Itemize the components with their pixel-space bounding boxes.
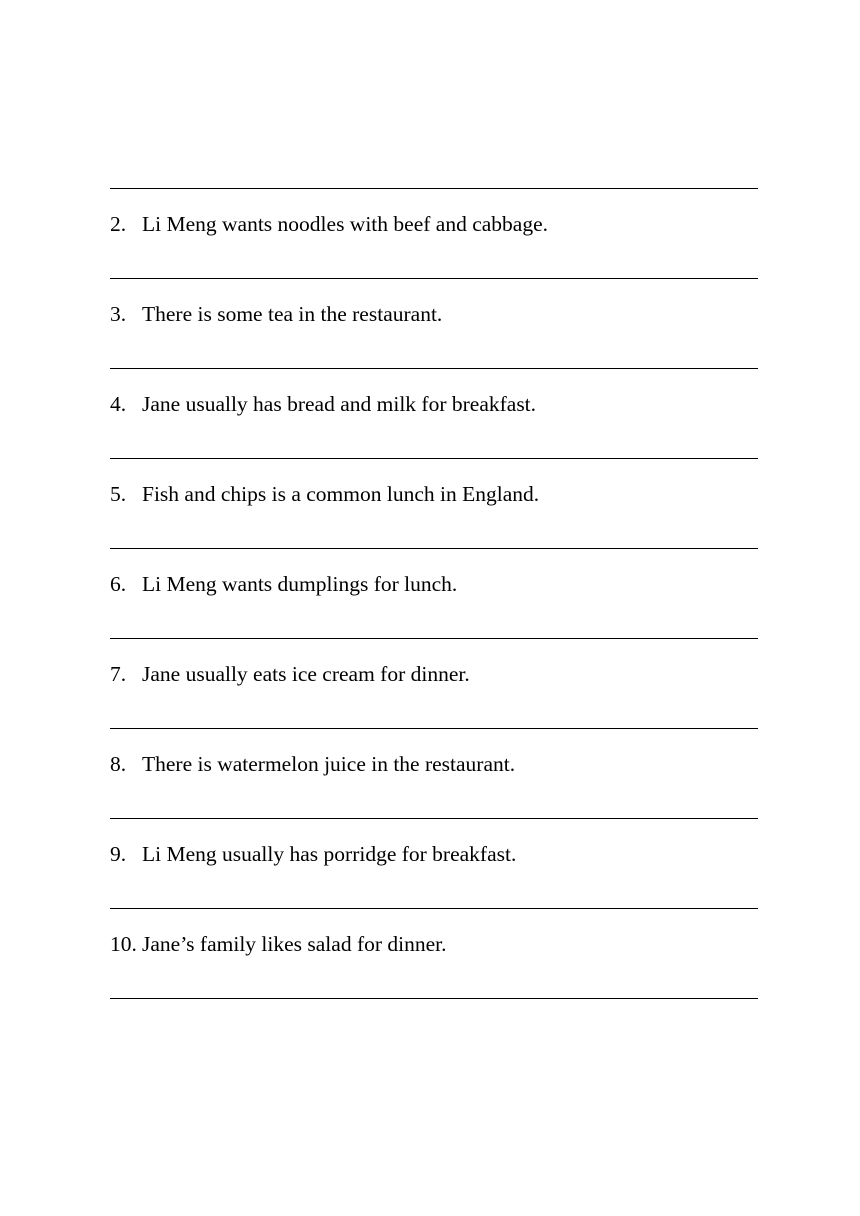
item-text: Li Meng wants dumplings for lunch. xyxy=(142,572,458,596)
worksheet xyxy=(110,188,758,999)
statement-item-10 xyxy=(110,909,758,998)
statement-item-3 xyxy=(110,279,758,368)
item-number: 5. xyxy=(110,482,127,506)
statement-item-2 xyxy=(110,189,758,278)
item-text: Li Meng usually has porridge for breakfast. xyxy=(142,842,517,866)
statement-item-9 xyxy=(110,819,758,908)
item-number: 3. xyxy=(110,302,127,326)
answer-line xyxy=(110,998,758,999)
statement-item-6 xyxy=(110,549,758,638)
statement-item-8 xyxy=(110,729,758,818)
statement-item-4 xyxy=(110,369,758,458)
item-text: There is watermelon juice in the restaurant. xyxy=(142,752,516,776)
item-number: 8. xyxy=(110,752,127,776)
statement-item-7 xyxy=(110,639,758,728)
item-number: 10. xyxy=(110,932,137,956)
item-text: Jane usually eats ice cream for dinner. xyxy=(142,662,470,686)
item-text: There is some tea in the restaurant. xyxy=(142,302,443,326)
item-text: Jane usually has bread and milk for breakfast. xyxy=(142,392,537,416)
item-number: 4. xyxy=(110,392,127,416)
item-text: Jane’s family likes salad for dinner. xyxy=(142,932,447,956)
item-number: 2. xyxy=(110,212,127,236)
item-text: Fish and chips is a common lunch in England. xyxy=(142,482,540,506)
statement-item-5 xyxy=(110,459,758,548)
item-number: 9. xyxy=(110,842,127,866)
item-number: 6. xyxy=(110,572,127,596)
item-text: Li Meng wants noodles with beef and cabbage. xyxy=(142,212,548,236)
item-number: 7. xyxy=(110,662,127,686)
